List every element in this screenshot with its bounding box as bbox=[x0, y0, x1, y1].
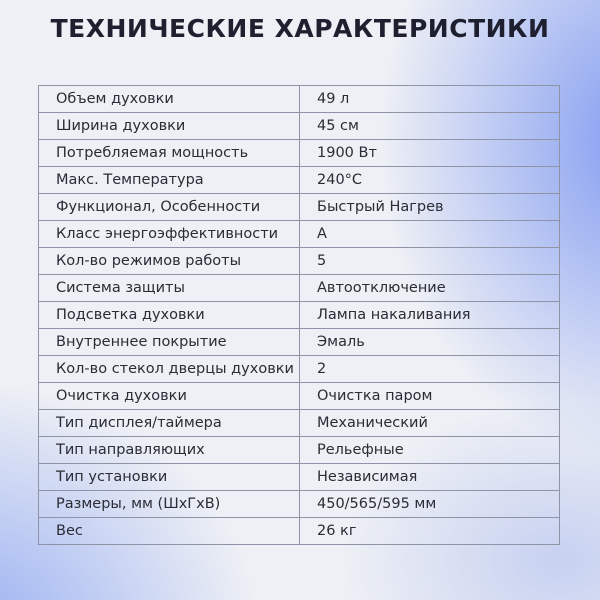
param-value: Эмаль bbox=[300, 329, 560, 356]
param-name: Тип направляющих bbox=[39, 437, 300, 464]
param-name: Система защиты bbox=[39, 275, 300, 302]
param-value: 240°С bbox=[300, 167, 560, 194]
param-value: Механический bbox=[300, 410, 560, 437]
table-row bbox=[39, 194, 560, 221]
table-row bbox=[39, 356, 560, 383]
page-title: ТЕХНИЧЕСКИЕ ХАРАКТЕРИСТИКИ bbox=[50, 14, 550, 43]
param-value: 5 bbox=[300, 248, 560, 275]
param-name: Внутреннее покрытие bbox=[39, 329, 300, 356]
param-value: Быстрый Нагрев bbox=[300, 194, 560, 221]
param-value: Независимая bbox=[300, 464, 560, 491]
table-row bbox=[39, 491, 560, 518]
param-name: Функционал, Особенности bbox=[39, 194, 300, 221]
param-value: 49 л bbox=[300, 86, 560, 113]
param-name: Ширина духовки bbox=[39, 113, 300, 140]
table-row bbox=[39, 410, 560, 437]
param-value: 450/565/595 мм bbox=[300, 491, 560, 518]
param-name: Тип дисплея/таймера bbox=[39, 410, 300, 437]
param-value: Автоотключение bbox=[300, 275, 560, 302]
table-row bbox=[39, 167, 560, 194]
table-row bbox=[39, 86, 560, 113]
param-name: Кол-во стекол дверцы духовки bbox=[39, 356, 300, 383]
param-name: Размеры, мм (ШхГхВ) bbox=[39, 491, 300, 518]
param-name: Класс энергоэффективности bbox=[39, 221, 300, 248]
table-row bbox=[39, 113, 560, 140]
table-row bbox=[39, 221, 560, 248]
table-row bbox=[39, 140, 560, 167]
table-row bbox=[39, 329, 560, 356]
param-value: 45 см bbox=[300, 113, 560, 140]
table-row bbox=[39, 464, 560, 491]
table-row bbox=[39, 248, 560, 275]
param-value: Лампа накаливания bbox=[300, 302, 560, 329]
param-name: Подсветка духовки bbox=[39, 302, 300, 329]
param-value: Очистка паром bbox=[300, 383, 560, 410]
table-row bbox=[39, 302, 560, 329]
param-value: A bbox=[300, 221, 560, 248]
param-name: Кол-во режимов работы bbox=[39, 248, 300, 275]
param-value: Рельефные bbox=[300, 437, 560, 464]
param-value: 1900 Вт bbox=[300, 140, 560, 167]
table-row bbox=[39, 275, 560, 302]
param-name: Объем духовки bbox=[39, 86, 300, 113]
table-row bbox=[39, 437, 560, 464]
param-name: Потребляемая мощность bbox=[39, 140, 300, 167]
param-name: Макс. Температура bbox=[39, 167, 300, 194]
table-row bbox=[39, 383, 560, 410]
param-value: 2 bbox=[300, 356, 560, 383]
table-row bbox=[39, 518, 560, 545]
param-name: Вес bbox=[39, 518, 300, 545]
spec-table bbox=[38, 85, 560, 545]
param-name: Тип установки bbox=[39, 464, 300, 491]
param-name: Очистка духовки bbox=[39, 383, 300, 410]
param-value: 26 кг bbox=[300, 518, 560, 545]
